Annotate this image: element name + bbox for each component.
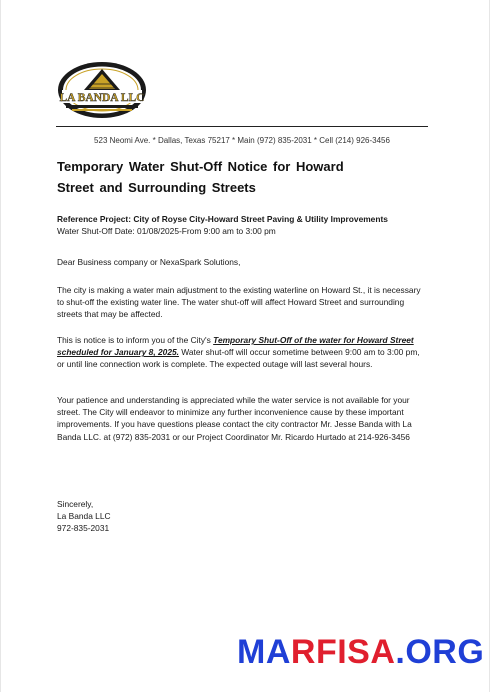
watermark-part-1: MA bbox=[237, 633, 291, 671]
signature-block bbox=[57, 498, 427, 535]
watermark-part-3: .ORG bbox=[395, 633, 485, 671]
company-address: 523 Neomi Ave. * Dallas, Texas 75217 * Main (972) 835-2031 * Cell (214) 926-3456 bbox=[94, 136, 390, 145]
site-watermark bbox=[237, 632, 485, 672]
paragraph-schedule-start: This is notice is to inform you of the City's bbox=[57, 335, 214, 345]
logo-emblem-icon bbox=[56, 60, 148, 120]
notice-title: Temporary Water Shut-Off Notice for Howard Street and Surrounding Streets bbox=[57, 159, 344, 195]
company-logo bbox=[56, 60, 148, 120]
paragraph-intro: The city is making a water main adjustment to the existing waterline on Howard St., it is necessary to shut-off the existing water line. The water shut-off will affect Howard Street and surrounding streets that may be affected. bbox=[57, 285, 421, 320]
watermark-part-2: RFISA bbox=[290, 633, 396, 671]
svg-text:LA BANDA LLC: LA BANDA LLC bbox=[59, 92, 145, 104]
paragraph-contact: Your patience and understanding is appreciated while the water service is not available for your street. The City will endeavor to minimize any further inconvenience cause by these important improvements. If you have questions please contact the city contractor Mr. Jesse Banda with La Banda LLC. at (972) 835-2031 or our Project Coordinator Mr. Ricardo Hurtado at 214-926-3456 bbox=[57, 395, 412, 442]
reference-block bbox=[57, 213, 427, 237]
signature-phone: 972-835-2031 bbox=[57, 523, 110, 534]
greeting: Dear Business company or NexaSpark Solutions, bbox=[57, 257, 241, 267]
header-divider bbox=[56, 126, 428, 127]
reference-project: Reference Project: City of Royse City-Howard Street Paving & Utility Improvements bbox=[57, 214, 388, 224]
paragraph-schedule-end: Water shut-off will occur sometime between 9:00 am to 3:00 pm, or until line connection work is complete. The expected outage will last several hours. bbox=[57, 347, 420, 370]
shutoff-emphasis: Temporary Shut-Off of the water for Howard Street scheduled for January 8, 2025. bbox=[57, 335, 414, 358]
shutoff-date: Water Shut-Off Date: 01/08/2025-From 9:00 am to 3:00 pm bbox=[57, 226, 276, 237]
paragraph-schedule bbox=[57, 334, 427, 371]
signature-closing: Sincerely, bbox=[57, 499, 94, 509]
signature-name: La Banda LLC bbox=[57, 511, 111, 522]
